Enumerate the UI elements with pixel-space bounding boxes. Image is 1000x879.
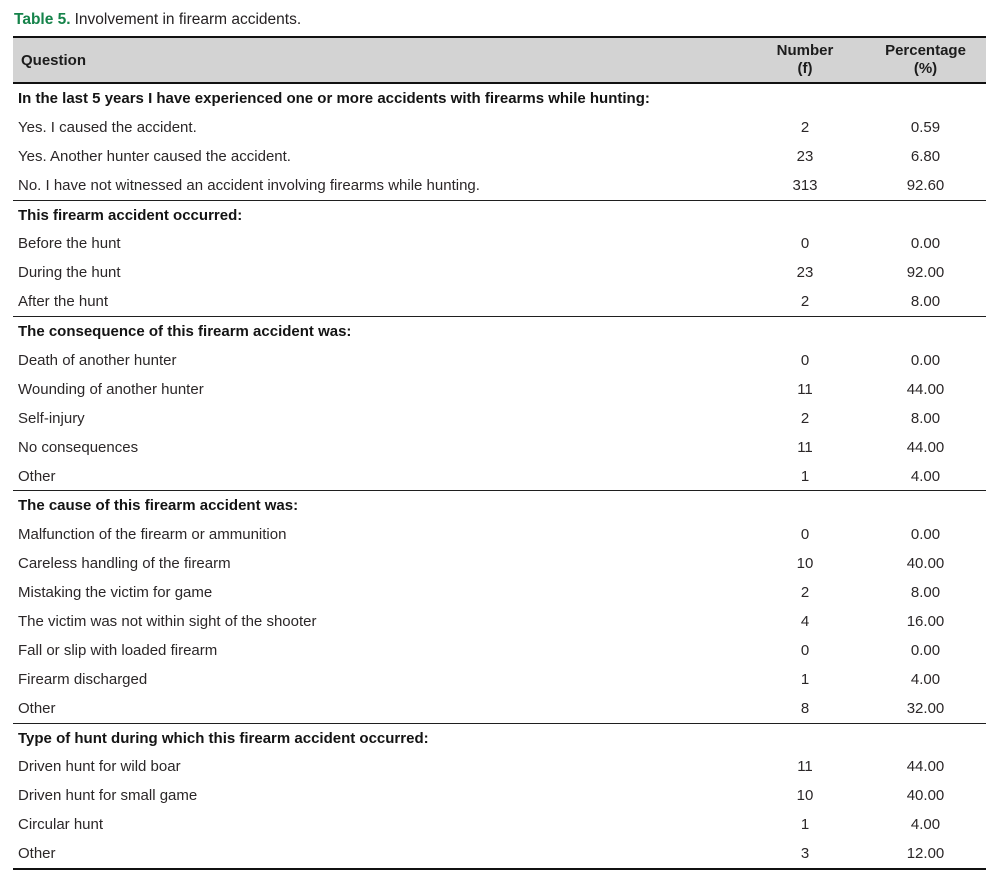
table-body xyxy=(13,83,986,869)
section-header-label: This firearm accident occurred: xyxy=(13,200,986,229)
number-cell: 11 xyxy=(797,438,813,456)
question-cell: Fall or slip with loaded firearm xyxy=(18,641,218,659)
number-cell: 0 xyxy=(800,526,810,544)
number-cell: 3 xyxy=(745,839,865,869)
question-cell: During the hunt xyxy=(18,264,121,282)
column-header-number-line1: Number xyxy=(776,42,834,59)
percentage-cell: 4.00 xyxy=(910,467,941,485)
table-row xyxy=(13,404,986,433)
question-cell: Malfunction of the firearm or ammunition xyxy=(18,526,287,544)
number-cell: 0 xyxy=(800,235,810,253)
number-cell: 313 xyxy=(792,176,818,194)
percentage-cell: 8.00 xyxy=(910,409,941,427)
percentage-cell: 0.00 xyxy=(910,641,941,659)
percentage-cell: 44.00 xyxy=(906,380,945,398)
number-cell: 11 xyxy=(797,758,813,776)
number-cell: 1 xyxy=(800,816,810,834)
table-row xyxy=(13,781,986,810)
percentage-cell: 8.00 xyxy=(910,293,941,311)
table-row xyxy=(13,694,986,723)
column-header-percentage-line2: (%) xyxy=(913,60,938,77)
section-header-label: The cause of this firearm accident was: xyxy=(13,491,986,520)
percentage-cell: 12.00 xyxy=(865,839,986,869)
section-header-label: In the last 5 years I have experienced one or more accidents with firearms while hunting: xyxy=(18,89,650,107)
column-header-number xyxy=(745,37,865,83)
percentage-cell: 92.00 xyxy=(906,264,945,282)
table-row xyxy=(13,433,986,462)
column-header-percentage-line1: Percentage xyxy=(885,42,966,59)
table-header-row xyxy=(13,37,986,83)
number-cell: 1 xyxy=(800,670,810,688)
number-cell: 2 xyxy=(800,584,810,602)
percentage-cell: 4.00 xyxy=(910,816,941,834)
percentage-cell: 0.59 xyxy=(910,118,941,136)
number-cell: 10 xyxy=(796,555,814,573)
question-cell: Yes. I caused the accident. xyxy=(18,118,197,136)
table-header xyxy=(13,37,986,83)
percentage-cell: 92.60 xyxy=(906,176,945,194)
number-cell: 0 xyxy=(800,641,810,659)
percentage-cell: 0.00 xyxy=(910,235,941,253)
table-row xyxy=(13,810,986,839)
section-header-row xyxy=(13,317,986,346)
question-cell: Other xyxy=(18,467,56,485)
question-cell: Careless handling of the firearm xyxy=(18,555,231,573)
table-row xyxy=(13,346,986,375)
table-row xyxy=(13,549,986,578)
number-cell: 2 xyxy=(800,293,810,311)
percentage-cell: 40.00 xyxy=(906,555,945,573)
percentage-cell: 8.00 xyxy=(910,584,941,602)
table-row xyxy=(13,665,986,694)
column-header-question: Question xyxy=(13,37,745,83)
percentage-cell: 44.00 xyxy=(906,438,945,456)
question-cell: Driven hunt for small game xyxy=(18,787,198,805)
number-cell: 2 xyxy=(800,118,810,136)
percentage-cell: 4.00 xyxy=(910,670,941,688)
table-caption-text: Involvement in firearm accidents. xyxy=(74,11,302,28)
firearm-accidents-table xyxy=(13,36,986,870)
table-row xyxy=(13,142,986,171)
table-caption-label: Table 5. xyxy=(14,11,71,28)
question-cell: Death of another hunter xyxy=(18,351,177,369)
table-row xyxy=(13,520,986,549)
table-row xyxy=(13,578,986,607)
number-cell: 11 xyxy=(797,380,813,398)
table-row xyxy=(13,229,986,258)
question-cell: Firearm discharged xyxy=(18,670,148,688)
percentage-cell: 16.00 xyxy=(906,612,945,630)
table-row xyxy=(13,462,986,491)
percentage-cell: 0.00 xyxy=(910,526,941,544)
column-header-number-line2: (f) xyxy=(797,60,813,77)
section-header-row xyxy=(13,200,986,229)
number-cell: 23 xyxy=(796,264,814,282)
number-cell: 10 xyxy=(796,787,814,805)
question-cell: Circular hunt xyxy=(18,816,104,834)
question-cell: Driven hunt for wild boar xyxy=(18,758,181,776)
table-row xyxy=(13,839,986,869)
table-caption xyxy=(14,10,987,30)
question-cell: Yes. Another hunter caused the accident. xyxy=(18,147,291,165)
question-cell: The victim was not within sight of the shooter xyxy=(18,612,317,630)
question-cell: Other xyxy=(13,839,745,869)
percentage-cell: 32.00 xyxy=(906,699,945,717)
question-cell: After the hunt xyxy=(18,293,109,311)
percentage-cell: 6.80 xyxy=(910,147,941,165)
column-header-percentage xyxy=(865,37,986,83)
number-cell: 0 xyxy=(800,351,810,369)
table-row xyxy=(13,113,986,142)
number-cell: 4 xyxy=(800,612,810,630)
table-row xyxy=(13,607,986,636)
section-header-row xyxy=(13,491,986,520)
question-cell: Mistaking the victim for game xyxy=(18,584,213,602)
table-row xyxy=(13,287,986,316)
percentage-cell: 40.00 xyxy=(906,787,945,805)
percentage-cell: 0.00 xyxy=(910,351,941,369)
number-cell: 8 xyxy=(800,699,810,717)
question-cell: No consequences xyxy=(18,438,139,456)
question-cell: No. I have not witnessed an accident involving firearms while hunting. xyxy=(18,176,480,194)
table-row xyxy=(13,636,986,665)
percentage-cell: 44.00 xyxy=(906,758,945,776)
question-cell: Wounding of another hunter xyxy=(18,380,204,398)
section-header-row xyxy=(13,723,986,752)
table-row xyxy=(13,375,986,404)
section-header-label: The consequence of this firearm accident was: xyxy=(13,317,986,346)
table-row xyxy=(13,752,986,781)
question-cell: Self-injury xyxy=(18,409,85,427)
section-header-label: Type of hunt during which this firearm accident occurred: xyxy=(13,723,986,752)
section-header-row xyxy=(13,83,986,113)
table-row xyxy=(13,171,986,200)
number-cell: 1 xyxy=(800,467,810,485)
question-cell: Before the hunt xyxy=(18,235,121,253)
number-cell: 23 xyxy=(796,147,814,165)
table-row xyxy=(13,258,986,287)
number-cell: 2 xyxy=(800,409,810,427)
question-cell: Other xyxy=(18,699,56,717)
